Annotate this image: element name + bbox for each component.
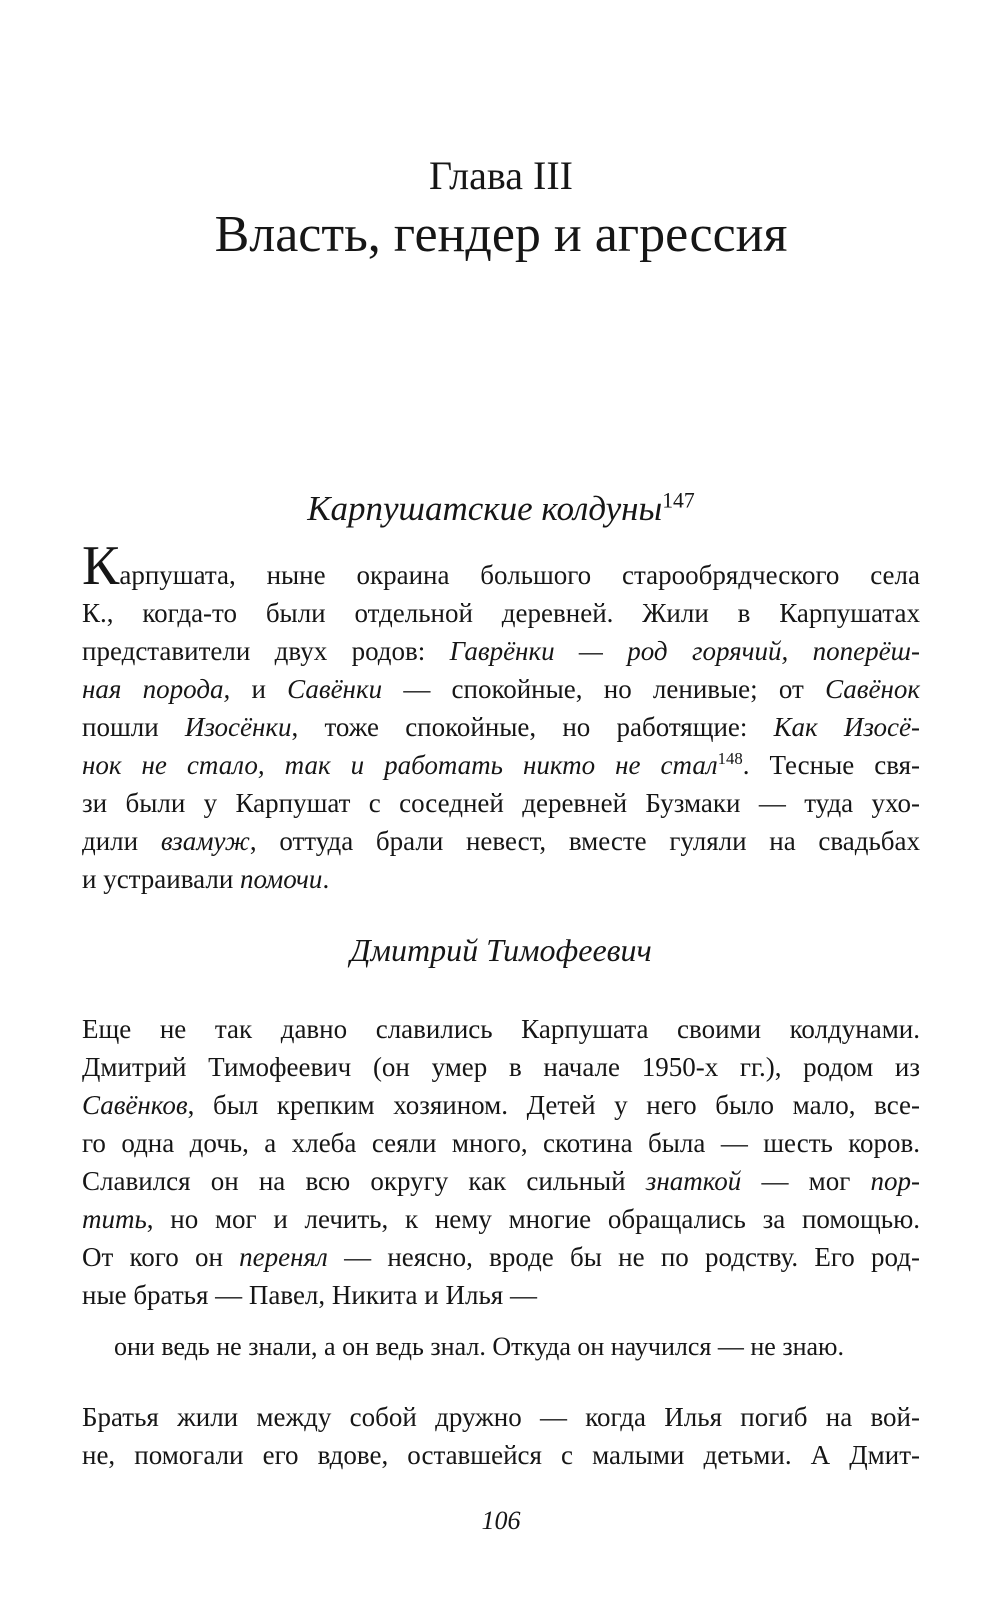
text-line bbox=[82, 1124, 920, 1162]
text-line bbox=[82, 1162, 920, 1200]
text-segment: Как Изосё- bbox=[773, 712, 920, 742]
text-segment: Савёнок bbox=[825, 674, 920, 704]
text-segment: — спокойные, но ленивые; от bbox=[382, 674, 826, 704]
text-segment: Савёнки bbox=[287, 674, 383, 704]
text-line bbox=[82, 632, 920, 670]
text-segment: пор- bbox=[870, 1166, 920, 1196]
text-line bbox=[82, 488, 920, 530]
text-segment: . Тесные свя- bbox=[742, 750, 920, 780]
text-line bbox=[82, 1276, 920, 1314]
text-line bbox=[82, 1398, 920, 1436]
text-line bbox=[82, 594, 920, 632]
text-line bbox=[82, 822, 920, 860]
text-segment: взамуж bbox=[160, 826, 250, 856]
text-segment: Братья жили между собой дружно — когда Илья погиб на вой- bbox=[82, 1402, 920, 1432]
text-line bbox=[82, 1238, 920, 1276]
text-segment: не, помогали его вдове, оставшейся с малыми детьми. А Дмит- bbox=[82, 1440, 920, 1470]
text-segment: , был крепким хозяином. Детей у него было мало, все- bbox=[187, 1090, 920, 1120]
text-segment: Изосёнки bbox=[184, 712, 292, 742]
chapter-label: Глава III bbox=[429, 153, 573, 198]
text-segment: арпушата, ныне окраина большого старообрядческого села bbox=[119, 560, 920, 590]
paragraph-3 bbox=[82, 1398, 920, 1474]
text-segment: Славился он на всю округу как сильный bbox=[82, 1166, 646, 1196]
subsection-heading bbox=[82, 930, 920, 970]
text-segment: пошли bbox=[82, 712, 185, 742]
text-segment: Дмитрий Тимофеевич (он умер в начале 1950-х гг.), родом из bbox=[82, 1052, 920, 1082]
paragraph-2 bbox=[82, 1010, 920, 1314]
text-line bbox=[82, 930, 920, 970]
text-segment: . bbox=[322, 864, 330, 894]
text-line bbox=[82, 1436, 920, 1474]
text-line bbox=[82, 860, 920, 898]
text-line bbox=[82, 670, 920, 708]
page-number: 106 bbox=[481, 1506, 521, 1535]
footnote-ref: 148 bbox=[717, 749, 743, 768]
text-segment: тить bbox=[82, 1204, 147, 1234]
text-line bbox=[82, 746, 920, 784]
text-line bbox=[82, 535, 920, 597]
initial-capital: К bbox=[82, 535, 120, 597]
text-segment: Карпушатские колдуны bbox=[307, 489, 663, 528]
block-quote bbox=[82, 1330, 920, 1364]
text-segment: помочи bbox=[240, 864, 323, 894]
chapter-title: Власть, гендер и агрессия bbox=[214, 206, 788, 263]
text-segment: Савёнков bbox=[82, 1090, 188, 1120]
text-segment: К., когда-то были отдельной деревней. Жили в Карпушатах bbox=[82, 598, 920, 628]
text-segment: Дмитрий Тимофеевич bbox=[350, 932, 652, 968]
paragraph-1 bbox=[82, 535, 921, 898]
text-segment: знаткой bbox=[645, 1166, 742, 1196]
text-line bbox=[82, 708, 920, 746]
text-segment: зи были у Карпушат с соседней деревней Бузмаки — туда ухо- bbox=[82, 788, 920, 818]
text-segment: дили bbox=[82, 826, 161, 856]
text-segment: го одна дочь, а хлеба сеяли много, скотина была — шесть коров. bbox=[82, 1128, 920, 1158]
text-segment: и устраивали bbox=[82, 864, 241, 894]
section-heading bbox=[82, 488, 920, 530]
text-segment: они ведь не знали, а он ведь знал. Откуда он научился — не знаю. bbox=[114, 1332, 844, 1361]
text-segment: , тоже спокойные, но работящие: bbox=[291, 712, 774, 742]
text-segment: — неясно, вроде бы не по родству. Его род- bbox=[327, 1242, 920, 1272]
text-segment: Еще не так давно славились Карпушата своими колдунами. bbox=[82, 1014, 920, 1044]
text-segment: и bbox=[230, 674, 288, 704]
text-segment: ная порода, bbox=[82, 674, 231, 704]
text-segment: представители двух родов: bbox=[82, 636, 450, 666]
text-line bbox=[82, 784, 920, 822]
footnote-ref: 147 bbox=[662, 488, 695, 513]
text-line bbox=[82, 1200, 920, 1238]
text-segment: , но мог и лечить, к нему многие обращались за помощью. bbox=[146, 1204, 920, 1234]
text-segment: , оттуда брали невест, вместе гуляли на свадьбах bbox=[249, 826, 921, 856]
text-segment: ные братья — Павел, Никита и Илья — bbox=[82, 1280, 537, 1310]
text-segment: нок не стало, так и работать никто не стал bbox=[82, 750, 718, 780]
text-segment: От кого он bbox=[82, 1242, 240, 1272]
text-line bbox=[82, 1086, 920, 1124]
text-segment: перенял bbox=[239, 1242, 328, 1272]
text-line bbox=[82, 1048, 920, 1086]
text-segment: — мог bbox=[741, 1166, 871, 1196]
text-line bbox=[82, 1010, 920, 1048]
text-line bbox=[114, 1330, 920, 1364]
text-segment: Гаврёнки — род горячий, поперёш- bbox=[449, 636, 920, 666]
